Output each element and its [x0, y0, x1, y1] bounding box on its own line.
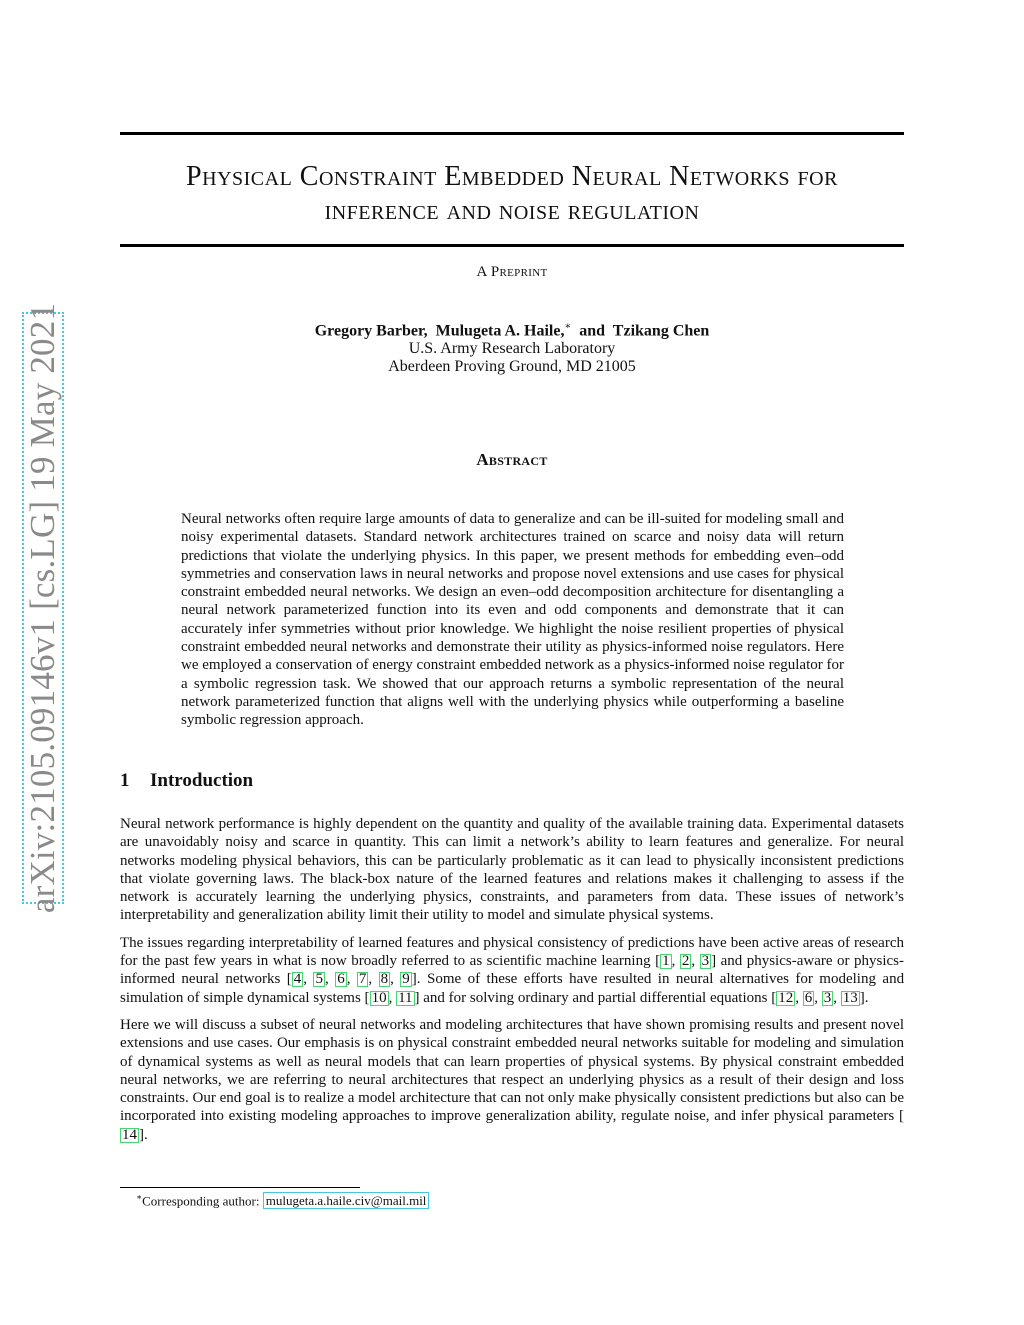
- arxiv-identifier: arXiv:2105.09146v1 [cs.LG] 19 May 2021: [23, 302, 62, 914]
- citation-group-1: [660, 953, 711, 969]
- author-block: [120, 318, 904, 376]
- citation-link[interactable]: 6: [337, 971, 345, 988]
- address: Aberdeen Proving Ground, MD 21005: [388, 358, 636, 376]
- title-top-rule: [120, 132, 904, 135]
- citation-separator: ,: [388, 989, 397, 1006]
- footnote: [136, 1192, 896, 1209]
- title-line-2: inference and noise regulation: [324, 195, 700, 226]
- paragraph-text: ]. Some of these efforts have resulted in neural alternatives for modeling and simulation of simple dynamical systems [: [120, 971, 905, 1006]
- paragraph-2: [120, 934, 904, 1007]
- citation-link[interactable]: 14: [122, 1126, 137, 1143]
- section-title: Introduction: [150, 770, 254, 791]
- citation-link[interactable]: 9: [402, 971, 410, 988]
- citation-link[interactable]: 4: [293, 971, 302, 988]
- citation-link[interactable]: 10: [371, 989, 387, 1006]
- citation-link[interactable]: 2: [681, 953, 690, 970]
- citation-group-3: [370, 990, 415, 1006]
- citation-separator: ,: [795, 989, 803, 1006]
- paragraph-3: [120, 1016, 904, 1144]
- citation-separator: ,: [814, 989, 822, 1006]
- citation-group-5: [120, 1127, 139, 1143]
- introduction-body: [120, 815, 904, 1153]
- citation-link[interactable]: 1: [662, 953, 670, 970]
- citation-link[interactable]: 7: [358, 971, 367, 988]
- citation-separator: ,: [691, 953, 700, 970]
- paragraph-text: ] and for solving ordinary and partial differential equations [: [414, 989, 777, 1006]
- abstract-heading: Abstract: [476, 450, 548, 469]
- author-1: Gregory Barber,: [314, 322, 428, 340]
- citation-link[interactable]: 5: [315, 971, 323, 988]
- citation-separator: ,: [671, 953, 680, 970]
- citation-group-4: [776, 990, 860, 1006]
- title-line-1: Physical Constraint Embedded Neural Networks for: [186, 161, 838, 192]
- citation-group-2: [292, 971, 412, 987]
- citation-link[interactable]: 13: [842, 989, 858, 1006]
- citation-separator: ,: [346, 971, 357, 988]
- citation-link[interactable]: 3: [823, 989, 832, 1006]
- preprint-label: A Preprint: [476, 264, 548, 280]
- paragraph-text: The issues regarding interpretability of learned features and physical consistency of predictions have been active areas of research for the past few years in what is now broadly referred to as scientific machine learning [: [120, 934, 904, 970]
- section-number: 1: [120, 770, 130, 791]
- author-names: [120, 318, 904, 340]
- paragraph-1: Neural network performance is highly dependent on the quantity and quality of the available training data. Experimental datasets are unavoidably noisy and scarce in quantity. This can limit a network’s ability to learn features and generalize. For neural networks modeling physical behaviors, this can be particularly problematic as it can lead to physically inconsistent predictions that violate governing laws. The black-box nature of the learned features and relations makes it challenging to assess if the network is accurately learning the underlying physics, constraints, and parameters from data. These issues of network’s interpretability and generalization ability limit their utility to model and simulate physical systems.: [120, 816, 904, 924]
- citation-separator: ,: [390, 971, 401, 988]
- email-link[interactable]: mulugeta.a.haile.civ@mail.mil: [263, 1192, 430, 1209]
- arxiv-identifier-link[interactable]: [22, 302, 64, 914]
- citation-separator: ,: [368, 971, 379, 988]
- footnote-label: Corresponding author:: [142, 1193, 260, 1209]
- citation-link[interactable]: 12: [778, 989, 794, 1006]
- abstract-text: Neural networks often require large amounts of data to generalize and can be ill-suited for modeling small and noisy experimental datasets. Standard network architectures trained on scarce and noisy data will return predictions that violate the underlying physics. In this paper, we present methods for embedding even–odd symmetries and conservation laws in neural networks and propose novel extensions and use cases for physical constraint embedded neural networks. We design an even–odd decomposition architecture for disentangling a neural network parameterized function into its even and odd components and demonstrate that it can accurately infer symmetries without prior knowledge. We highlight the noise resilient properties of physical constraint embedded neural networks and demonstrate their utility as physics-informed noise regulators. Here we employed a conservation of energy constraint embedded network as a physics-informed noise regulator for a symbolic regression task. We showed that our approach returns a symbolic representation of the neural network parameterized function that aligns well with the underlying physics while outperforming a baseline symbolic regression approach.: [181, 511, 844, 729]
- author-3: Tzikang Chen: [612, 322, 710, 340]
- citation-link[interactable]: 3: [701, 953, 710, 970]
- citation-link[interactable]: 11: [398, 989, 413, 1006]
- paragraph-text: ].: [139, 1126, 148, 1143]
- paragraph-text: Here we will discuss a subset of neural networks and modeling architectures that have shown promising results and present novel extensions and use cases. Our emphasis is on physical constraint embedded neural networks suitable for modeling and simulation of dynamical systems as well as neural models that can learn properties of physical systems. By physical constraint embedded neural networks, we are referring to neural architectures that respect an underlying physics as a result of their design and loss constraints. Our end goal is to realize a model architecture that can not only make physically consistent predictions but also can be incorporated into existing modeling approaches to improve generalization ability, regulate noise, and infer physical parameters [: [120, 1016, 904, 1125]
- citation-separator: ,: [324, 971, 336, 988]
- footnote-mark: ∗: [136, 1192, 143, 1202]
- paragraph-text: ].: [859, 989, 869, 1006]
- footnote-marker-link[interactable]: ∗: [564, 321, 572, 332]
- paper-title: [120, 160, 904, 228]
- citation-link[interactable]: 8: [380, 971, 389, 988]
- citation-link[interactable]: 6: [804, 989, 813, 1006]
- affiliation: U.S. Army Research Laboratory: [408, 340, 616, 358]
- footnote-rule: [120, 1187, 360, 1188]
- citation-separator: ,: [833, 989, 841, 1006]
- author-conjunction: and: [579, 322, 606, 340]
- citation-separator: ,: [303, 971, 314, 988]
- author-2: Mulugeta A. Haile,: [435, 322, 565, 340]
- title-bottom-rule: [120, 244, 904, 247]
- section-heading: [120, 770, 904, 792]
- paragraph-text: ] and physics-aware or physics-informed neural networks [: [120, 953, 905, 988]
